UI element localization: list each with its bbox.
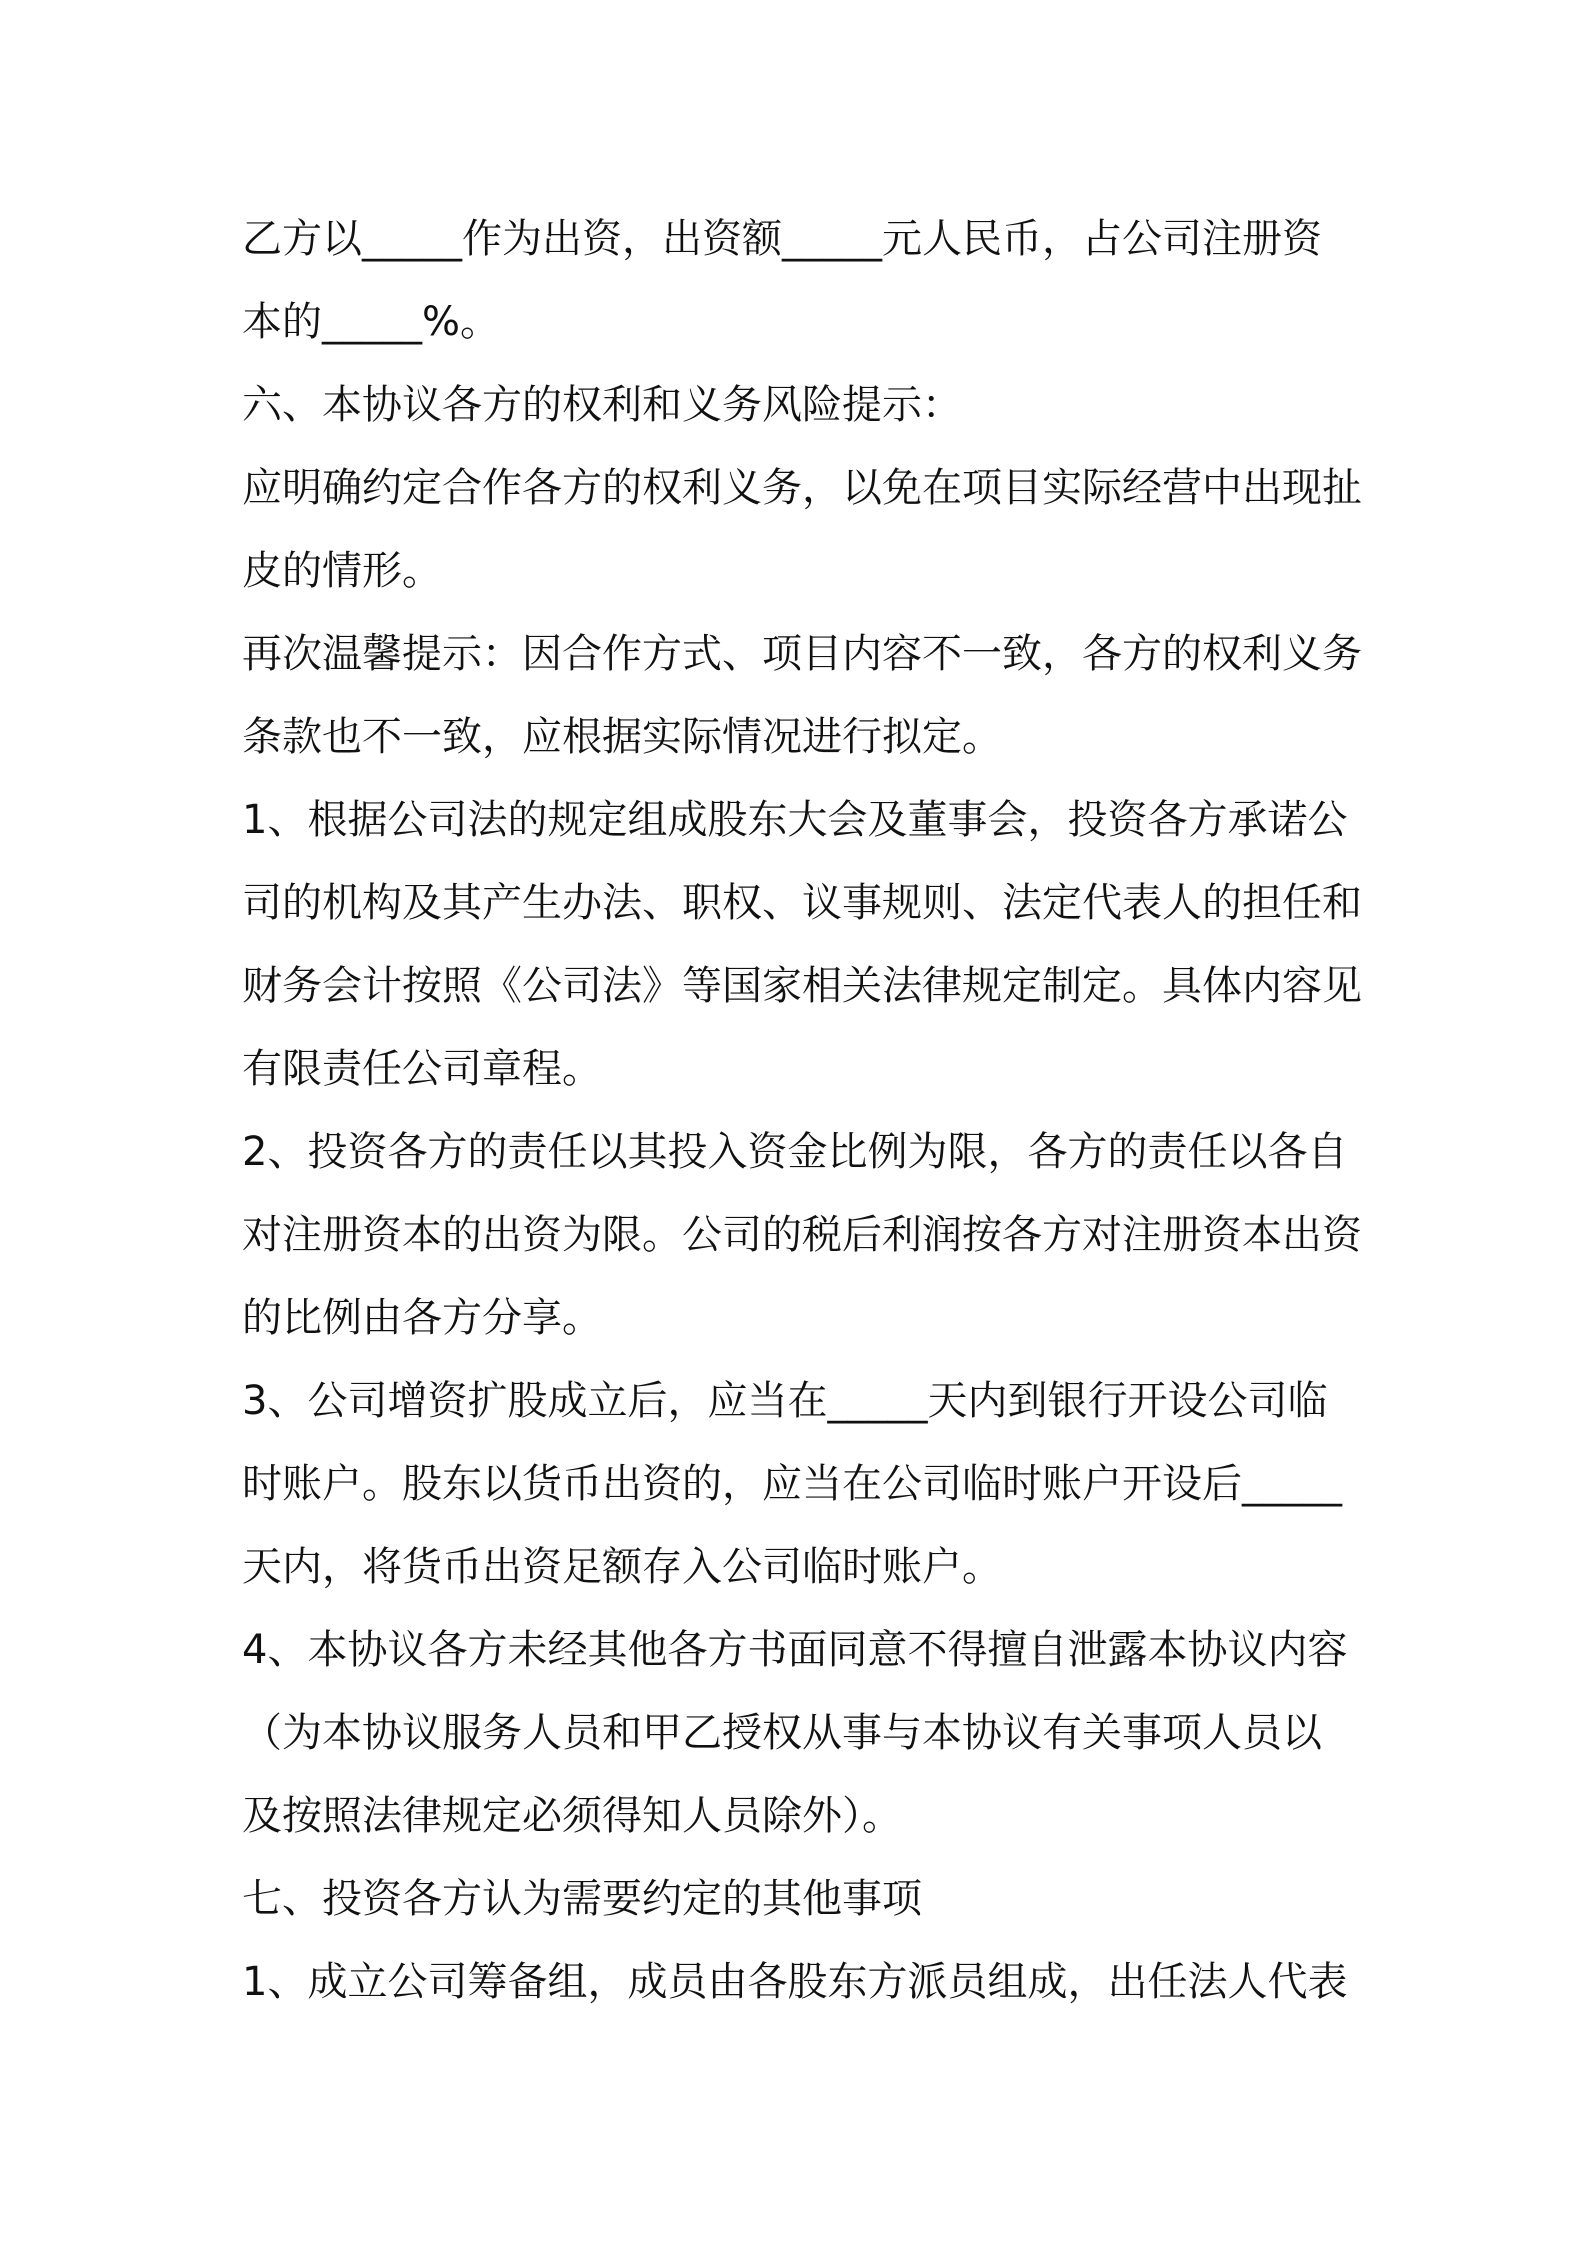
text-line: 本的_____%。 [242,299,501,345]
text-line: 应明确约定合作各方的权利义务，以免在项目实际经营中出现扯 [242,465,1362,511]
text-line: 皮的情形。 [242,548,442,594]
text-line: 对注册资本的出资为限。公司的税后利润按各方对注册资本出资 [242,1212,1362,1258]
text-line: 3、公司增资扩股成立后，应当在_____天内到银行开设公司临 [242,1378,1328,1424]
text-line: 司的机构及其产生办法、职权、议事规则、法定代表人的担任和 [242,880,1362,926]
section-heading: 六、本协议各方的权利和义务风险提示： [242,382,962,428]
section-heading: 七、投资各方认为需要约定的其他事项 [242,1876,922,1922]
text-line: 再次温馨提示：因合作方式、项目内容不一致，各方的权利义务 [242,631,1362,677]
text-line: 4、本协议各方未经其他各方书面同意不得擅自泄露本协议内容 [242,1627,1348,1673]
text-line: 天内，将货币出资足额存入公司临时账户。 [242,1544,1002,1590]
text-line: 时账户。股东以货币出资的，应当在公司临时账户开设后_____ [242,1461,1342,1507]
text-line: 有限责任公司章程。 [242,1046,602,1092]
text-line: 的比例由各方分享。 [242,1295,602,1341]
text-line: 及按照法律规定必须得知人员除外）。 [242,1793,902,1839]
text-line: 条款也不一致，应根据实际情况进行拟定。 [242,714,1002,760]
text-line: 财务会计按照《公司法》等国家相关法律规定制定。具体内容见 [242,963,1362,1009]
text-line: （为本协议服务人员和甲乙授权从事与本协议有关事项人员以 [242,1710,1322,1756]
text-line: 乙方以_____作为出资，出资额_____元人民币，占公司注册资 [242,216,1322,262]
document-body [242,198,1362,2024]
text-line: 1、成立公司筹备组，成员由各股东方派员组成，出任法人代表 [242,1959,1348,2005]
text-line: 1、根据公司法的规定组成股东大会及董事会，投资各方承诺公 [242,797,1348,843]
text-line: 2、投资各方的责任以其投入资金比例为限，各方的责任以各自 [242,1129,1348,1175]
